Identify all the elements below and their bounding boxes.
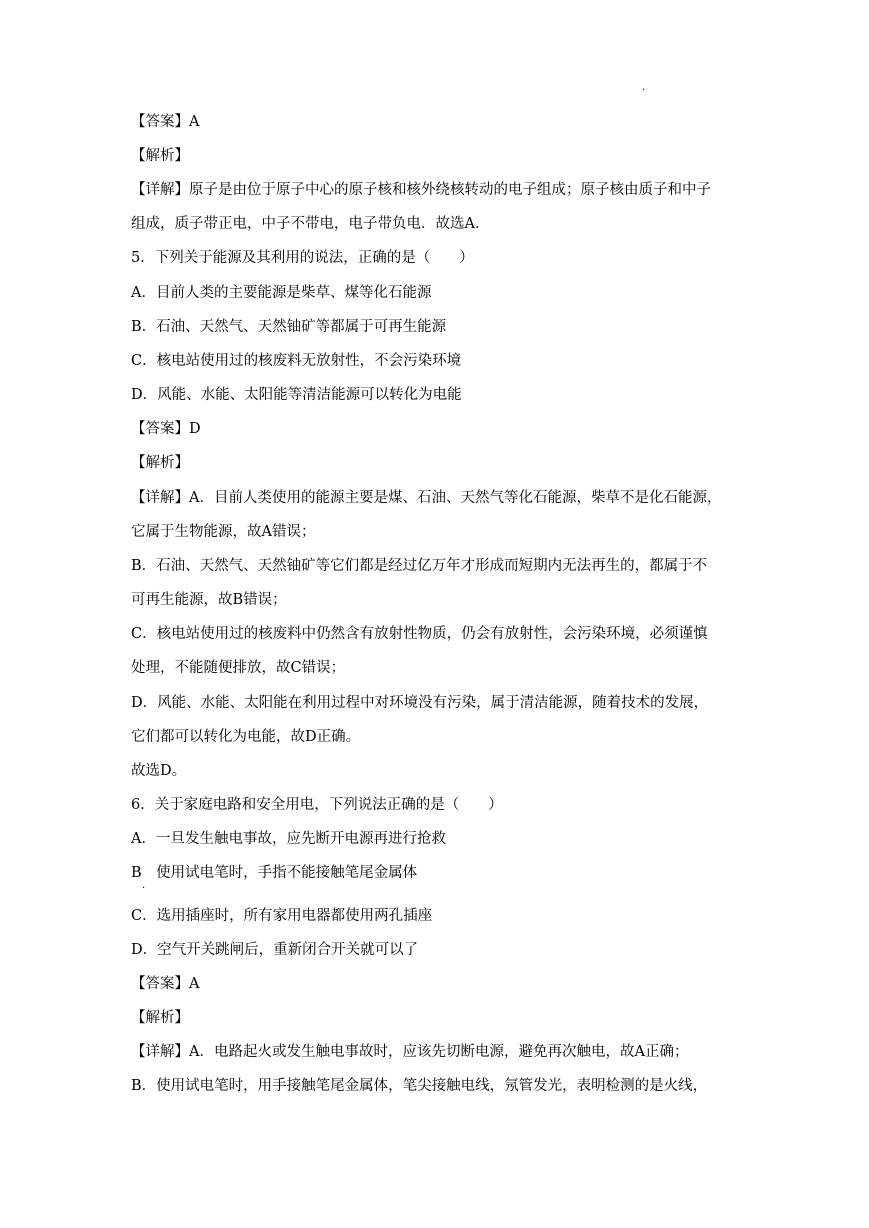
question-6-option-a: A．一旦发生触电事故，应先断开电源再进行抢救 [131, 831, 446, 847]
analysis-label: 【解析】 [131, 455, 189, 471]
question-6-option-b: B 使用试电笔时，手指不能接触笔尾金属体 [131, 865, 418, 881]
detail-line: 处理，不能随便排放，故C错误； [131, 660, 346, 676]
analysis-label: 【解析】 [131, 1010, 189, 1026]
question-6-option-d: D．空气开关跳闸后，重新闭合开关就可以了 [131, 942, 419, 958]
detail-line: 【详解】原子是由位于原子中心的原子核和核外绕核转动的电子组成；原子核由质子和中子 [131, 182, 711, 198]
detail-line: 可再生能源，故B错误； [131, 592, 287, 608]
conclusion-line: 故选D。 [131, 763, 187, 779]
question-5-option-c: C．核电站使用过的核废料无放射性，不会污染环境 [131, 353, 462, 369]
detail-line: 【详解】A．电路起火或发生触电事故时，应该先切断电源，避免再次触电，故A正确； [131, 1044, 689, 1060]
question-6-option-c: C．选用插座时，所有家用电器都使用两孔插座 [131, 908, 433, 924]
question-6-stem: 6．关于家庭电路和安全用电，下列说法正确的是（ ） [131, 797, 503, 813]
answer-label: 【答案】D [131, 421, 201, 437]
detail-line: 它们都可以转化为电能，故D正确。 [131, 729, 361, 745]
detail-line: B．使用试电笔时，用手接触笔尾金属体，笔尖接触电线，氖管发光，表明检测的是火线， [131, 1078, 708, 1094]
question-5-option-a: A．目前人类的主要能源是柴草、煤等化石能源 [131, 285, 432, 301]
question-5-stem: 5．下列关于能源及其利用的说法，正确的是（ ） [131, 250, 474, 266]
stray-dot: · [642, 85, 646, 96]
detail-line: 【详解】A．目前人类使用的能源主要是煤、石油、天然气等化石能源，柴草不是化石能源， [131, 490, 722, 506]
detail-line: B．石油、天然气、天然铀矿等它们都是经过亿万年才形成而短期内无法再生的，都属于不 [131, 558, 708, 574]
analysis-label: 【解析】 [131, 148, 189, 164]
detail-line: 它属于生物能源，故A错误； [131, 524, 316, 540]
detail-line: D．风能、水能、太阳能在利用过程中对环境没有污染，属于清洁能源，随着技术的发展， [131, 695, 709, 711]
detail-line: C．核电站使用过的核废料中仍然含有放射性物质，仍会有放射性，会污染环境，必须谨慎 [131, 626, 708, 642]
detail-line: 组成，质子带正电，中子不带电，电子带负电．故选A． [131, 216, 490, 232]
answer-label: 【答案】A [131, 976, 200, 992]
question-5-option-b: B．石油、天然气、天然铀矿等都属于可再生能源 [131, 319, 447, 335]
question-5-option-d: D．风能、水能、太阳能等清洁能源可以转化为电能 [131, 387, 462, 403]
answer-label: 【答案】A [131, 114, 200, 130]
stray-dot: · [142, 883, 146, 894]
